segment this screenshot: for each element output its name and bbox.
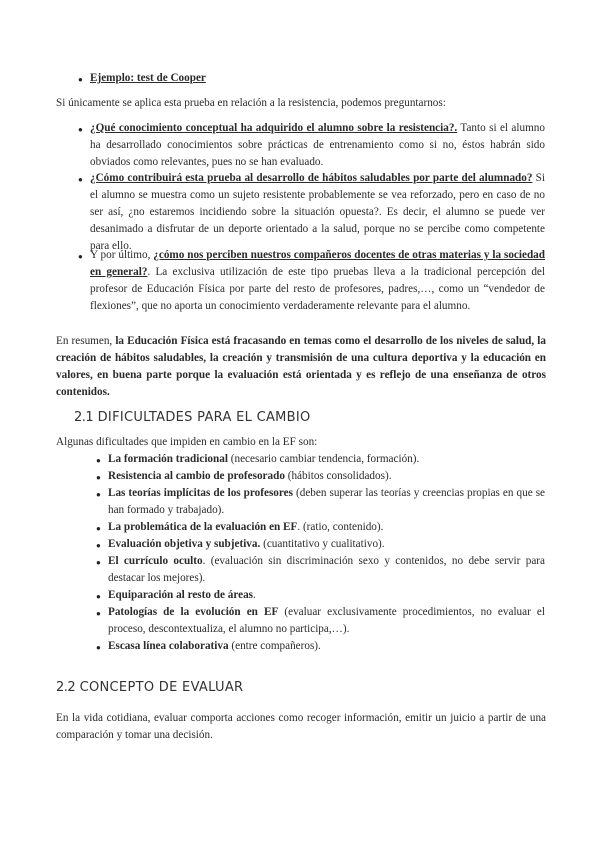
list-item: Patologías de la evolución en EF (evaluar exclusivamente procedimientos, no evaluar el proceso, descontextualiza, el alumno no participa,…). bbox=[108, 606, 545, 635]
bullet-icon: ● bbox=[78, 252, 83, 261]
list-item: Resistencia al cambio de profesorado (hábitos consolidados). bbox=[108, 470, 392, 482]
list-item: La formación tradicional (necesario cambiar tendencia, formación). bbox=[108, 453, 420, 465]
bullet-icon: ● bbox=[96, 609, 101, 618]
section-heading-2-1: 2.1 DIFICULTADES PARA EL CAMBIO bbox=[74, 410, 311, 425]
bullet-icon: ● bbox=[96, 643, 101, 652]
section-heading-2-2: 2.2 CONCEPTO DE EVALUAR bbox=[56, 680, 244, 695]
bullet-icon: ● bbox=[96, 473, 101, 482]
bullet-icon: ● bbox=[96, 558, 101, 567]
bullet-icon: ● bbox=[96, 456, 101, 465]
question-item-3: Y por último, ¿cómo nos perciben nuestros compañeros docentes de otras materias y la sociedad en general?. La exclusiva utilización de este tipo pruebas lleva a la tradicional percepción del profesor de Educación Física por parte del resto de profesores, padres,…, como un “vendedor de flexiones”, que no aporta un conocimiento verdaderamente relevante para el alumno. bbox=[90, 249, 545, 312]
example-heading: Ejemplo: test de Cooper bbox=[90, 72, 206, 84]
bullet-icon: ● bbox=[96, 524, 101, 533]
bullet-icon: ● bbox=[96, 541, 101, 550]
bullet-icon: ● bbox=[78, 75, 83, 84]
summary-paragraph: En resumen, la Educación Física está fracasando en temas como el desarrollo de los niveles de salud, la creación de hábitos saludables, la creación y transmisión de una cultura deportiva y la educación en valores, en buena parte porque la evaluación está orientada y es reflejo de una enseñanza de otros contenidos. bbox=[56, 335, 546, 398]
list-item: Equiparación al resto de áreas. bbox=[108, 589, 256, 601]
question-item-2: ¿Cómo contribuirá esta prueba al desarrollo de hábitos saludables por parte del alumnado? Si el alumno se muestra como un sujeto resistente probablemente se vea reforzado, pero en caso de no ser así, ¿no estaremos incidiendo sobre la situación opuesta?. Es decir, el alumno se puede ver desanimado a disfrutar de un deporte orientado a la salud, porque no se percibe como competente para ello. bbox=[90, 172, 545, 252]
list-item: El currículo oculto. (evaluación sin discriminación sexo y contenidos, no debe servir para destacar los mejores). bbox=[108, 555, 545, 584]
section1-intro: Algunas dificultades que impiden en cambio en la EF son: bbox=[56, 436, 318, 448]
list-item: La problemática de la evaluación en EF. (ratio, contenido). bbox=[108, 521, 384, 533]
list-item: Las teorías implícitas de los profesores (deben superar las teorías y creencias propias en que se han formado y trabajado). bbox=[108, 487, 546, 516]
bullet-icon: ● bbox=[78, 175, 83, 184]
intro-paragraph: Si únicamente se aplica esta prueba en relación a la resistencia, podemos preguntarnos: bbox=[56, 97, 446, 109]
list-item: Escasa línea colaborativa (entre compañeros). bbox=[108, 640, 321, 652]
bullet-icon: ● bbox=[96, 592, 101, 601]
list-item: Evaluación objetiva y subjetiva. (cuantitativo y cualitativo). bbox=[108, 538, 385, 550]
closing-paragraph: En la vida cotidiana, evaluar comporta acciones como recoger información, emitir un juicio a partir de una comparación y tomar una decisión. bbox=[56, 712, 546, 741]
question-item-1: ¿Qué conocimiento conceptual ha adquirido el alumno sobre la resistencia?. Tanto si el alumno ha desarrollado conocimientos sobre prácticas de entrenamiento como si no, éstos habrán sido obviados como relevantes, pues no se han evaluado. bbox=[90, 122, 545, 168]
bullet-icon: ● bbox=[96, 490, 101, 499]
bullet-icon: ● bbox=[78, 125, 83, 134]
